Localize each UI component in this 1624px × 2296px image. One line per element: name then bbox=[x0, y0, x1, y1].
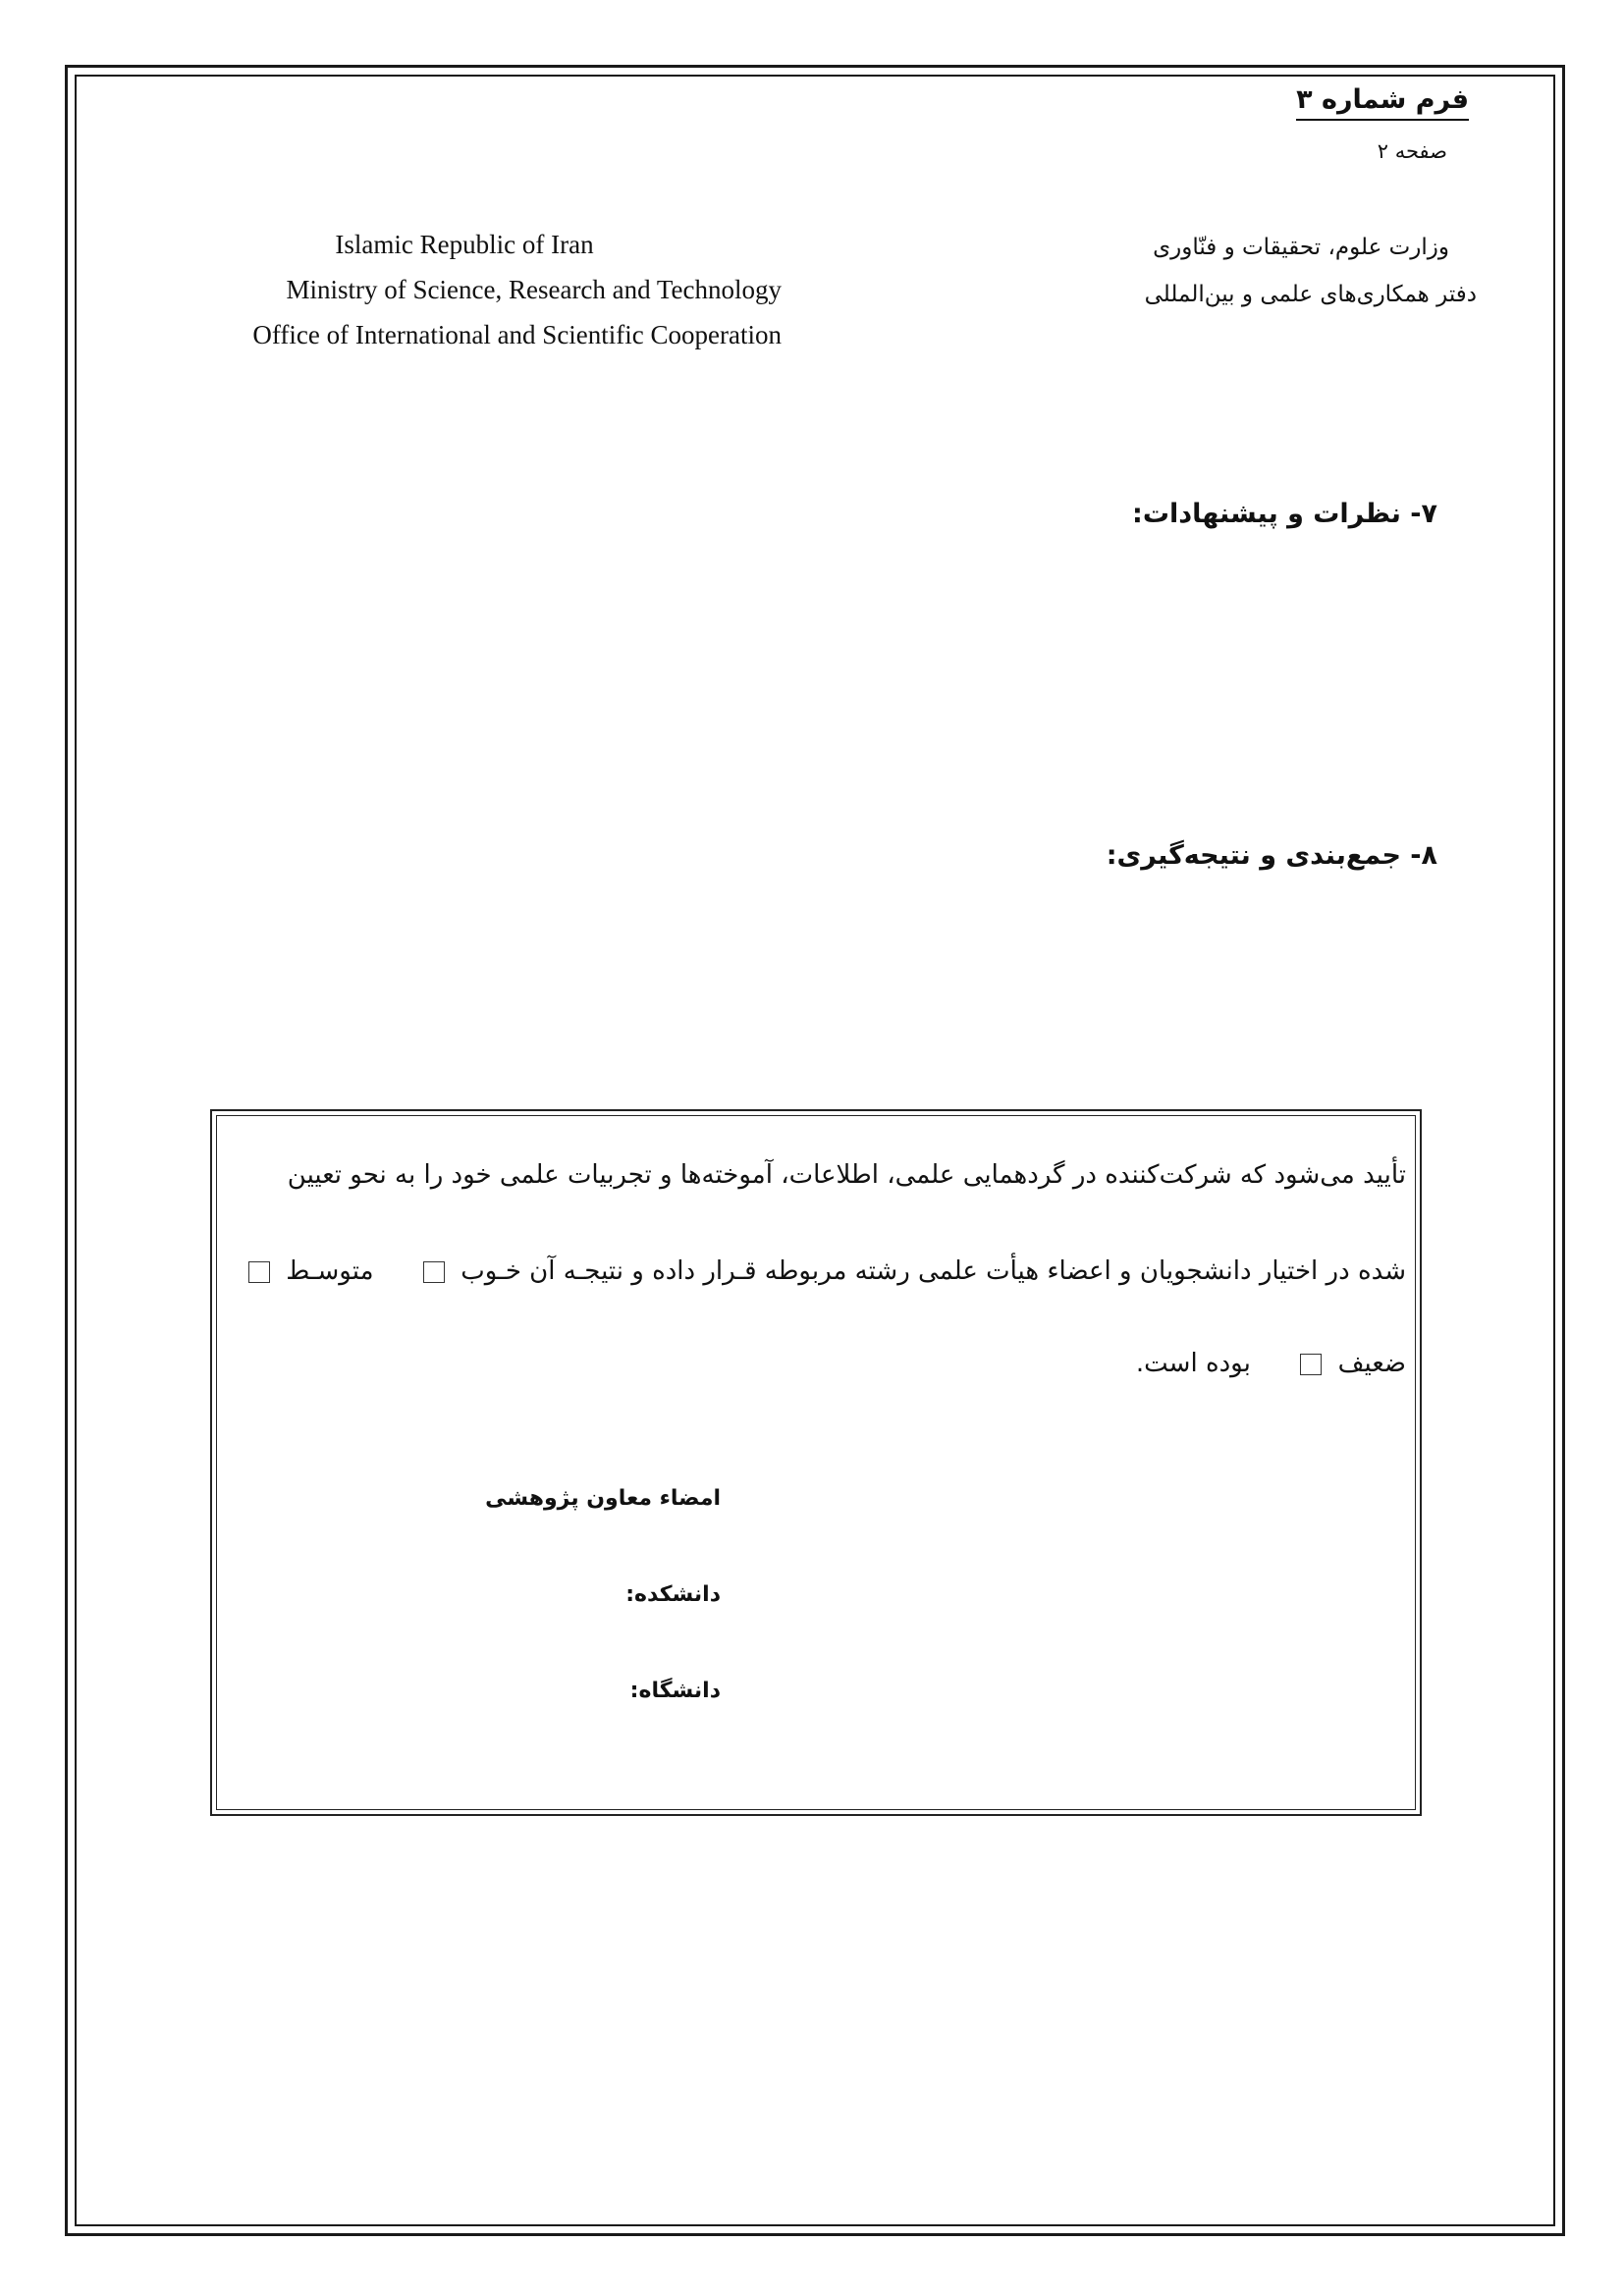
confirmation-line-3 bbox=[228, 1349, 1406, 1378]
english-header-ministry: Ministry of Science, Research and Technology bbox=[286, 275, 782, 304]
university-label: دانشگاه: bbox=[629, 1679, 721, 1703]
signature-title: امضاء معاون پژوهشی bbox=[485, 1486, 721, 1511]
checkbox-good[interactable] bbox=[423, 1261, 445, 1283]
persian-header-office: دفتر همکاری‌های علمی و بین‌المللی bbox=[1144, 282, 1477, 307]
option-weak-label: ضعیف bbox=[1337, 1349, 1406, 1378]
confirmation-line-2 bbox=[228, 1256, 1406, 1286]
english-header-country: Islamic Republic of Iran bbox=[335, 230, 594, 259]
english-header-office: Office of International and Scientific Cooperation bbox=[252, 320, 782, 349]
confirmation-line-3-end: بوده است. bbox=[1135, 1349, 1251, 1378]
persian-header-ministry: وزارت علوم، تحقیقات و فنّاوری bbox=[1153, 235, 1449, 260]
option-medium-label: متوسـط bbox=[286, 1256, 374, 1286]
confirmation-line-1: تأیید می‌شود که شرکت‌کننده در گردهمایی علمی، اطلاعات، آموخته‌ها و تجربیات علمی خود را به نحو تعیین bbox=[287, 1160, 1406, 1190]
section-8-heading: ۸- جمع‌بندی و نتیجه‌گیری: bbox=[1106, 840, 1437, 871]
persian-header bbox=[1145, 224, 1477, 318]
faculty-label: دانشکده: bbox=[625, 1582, 721, 1607]
english-header bbox=[147, 222, 782, 357]
confirmation-box bbox=[216, 1115, 1416, 1810]
checkbox-weak[interactable] bbox=[1300, 1354, 1322, 1375]
page-number: صفحه ۲ bbox=[1377, 139, 1447, 163]
section-7-heading: ۷- نظرات و پیشنهادات: bbox=[1132, 499, 1437, 529]
confirmation-line-2-text: شده در اختیار دانشجویان و اعضاء هیأت علمی رشته مربوطه قـرار داده و نتیجـه آن خـوب bbox=[460, 1256, 1406, 1286]
checkbox-medium[interactable] bbox=[248, 1261, 270, 1283]
form-title: فرم شماره ۳ bbox=[1296, 84, 1469, 121]
